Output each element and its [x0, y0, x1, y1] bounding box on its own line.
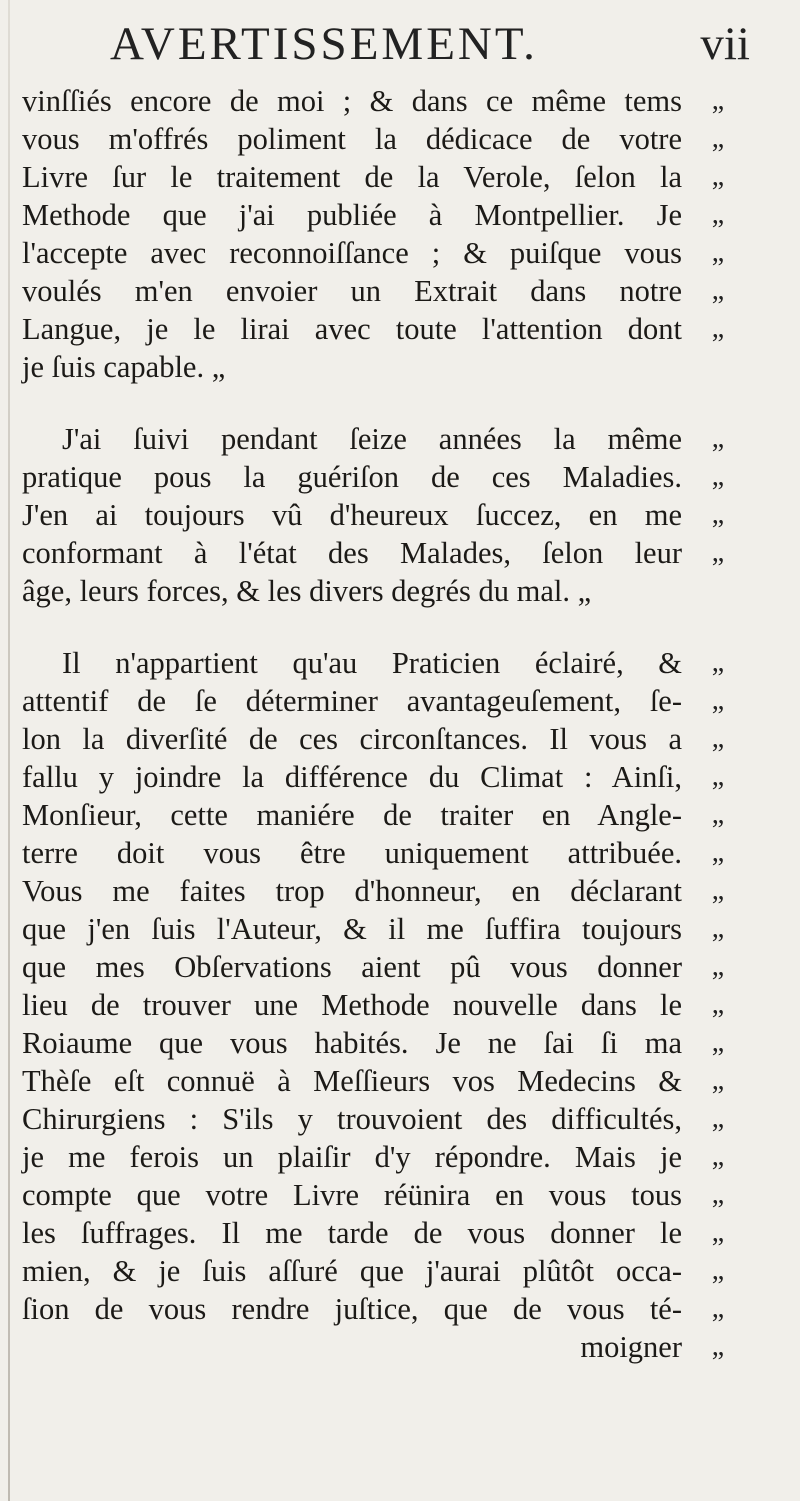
text-line: je me ferois un plaiſir d'y répondre. Mais je [22, 1140, 682, 1174]
text-line: attentif de ſe déterminer avantageuſement, ſe- [22, 684, 682, 718]
text-line: Langue, je le lirai avec toute l'attention dont [22, 312, 682, 346]
text-line: terre doit vous être uniquement attribuée. [22, 836, 682, 870]
quote-mark: „ [711, 685, 725, 716]
quote-mark: „ [711, 461, 725, 492]
quote-mark: „ [711, 85, 725, 116]
quote-mark: „ [711, 423, 725, 454]
text-line: ſion de vous rendre juſtice, que de vous té- [22, 1292, 682, 1326]
text-line: âge, leurs forces, & les divers degrés du mal. „ [22, 574, 592, 608]
quote-mark: „ [711, 1293, 725, 1324]
quote-mark: „ [711, 1027, 725, 1058]
catchword: moigner [580, 1330, 682, 1364]
text-line: Monſieur, cette maniére de traiter en Angle- [22, 798, 682, 832]
quote-mark: „ [711, 1103, 725, 1134]
quote-mark: „ [711, 313, 725, 344]
quote-mark: „ [711, 123, 725, 154]
quote-mark: „ [711, 761, 725, 792]
text-line: lieu de trouver une Methode nouvelle dans le [22, 988, 682, 1022]
text-line: mien, & je ſuis aſſuré que j'aurai plûtôt occa- [22, 1254, 682, 1288]
text-line: J'en ai toujours vû d'heureux ſuccez, en me [22, 498, 682, 532]
quote-mark: „ [711, 1331, 725, 1362]
quote-mark: „ [711, 1217, 725, 1248]
text-line: que mes Obſervations aient pû vous donner [22, 950, 682, 984]
text-line: compte que votre Livre réünira en vous tous [22, 1178, 682, 1212]
gutter-edge [8, 0, 10, 1501]
quote-mark: „ [711, 537, 725, 568]
running-title: AVERTISSEMENT. [110, 18, 538, 70]
quote-mark: „ [711, 951, 725, 982]
text-line: Il n'appartient qu'au Praticien éclairé, & [62, 646, 682, 680]
quote-mark: „ [711, 161, 725, 192]
page-number: vii [700, 18, 750, 70]
quote-mark: „ [711, 199, 725, 230]
text-line: voulés m'en envoier un Extrait dans notre [22, 274, 682, 308]
quote-mark: „ [711, 1179, 725, 1210]
quote-mark: „ [711, 1255, 725, 1286]
text-line: J'ai ſuivi pendant ſeize années la même [62, 422, 682, 456]
text-line: je ſuis capable. „ [22, 350, 226, 384]
text-line: Livre ſur le traitement de la Verole, ſelon la [22, 160, 682, 194]
text-line: l'accepte avec reconnoiſſance ; & puiſque vous [22, 236, 682, 270]
text-line: conformant à l'état des Malades, ſelon leur [22, 536, 682, 570]
paragraph-2 [22, 420, 682, 610]
quote-mark: „ [711, 723, 725, 754]
quote-mark: „ [711, 837, 725, 868]
text-line: que j'en ſuis l'Auteur, & il me ſuffira toujours [22, 912, 682, 946]
quotation-marks-column [698, 82, 738, 1366]
quote-mark: „ [711, 237, 725, 268]
text-line: Roiaume que vous habités. Je ne ſai ſi ma [22, 1026, 682, 1060]
text-line: Thèſe eſt connuë à Meſſieurs vos Medecins & [22, 1064, 682, 1098]
paragraph-1 [22, 82, 682, 386]
text-line: Methode que j'ai publiée à Montpellier. Je [22, 198, 682, 232]
quote-mark: „ [711, 1065, 725, 1096]
quote-mark: „ [711, 275, 725, 306]
text-line: Chirurgiens : S'ils y trouvoient des difficultés, [22, 1102, 682, 1136]
quote-mark: „ [711, 647, 725, 678]
quote-mark: „ [711, 1141, 725, 1172]
quote-mark: „ [711, 875, 725, 906]
text-line: vous m'offrés poliment la dédicace de votre [22, 122, 682, 156]
text-line: les ſuffrages. Il me tarde de vous donner le [22, 1216, 682, 1250]
text-line: Vous me faites trop d'honneur, en déclarant [22, 874, 682, 908]
text-line: pratique pous la guériſon de ces Maladies. [22, 460, 682, 494]
quote-mark: „ [711, 499, 725, 530]
body-text [22, 82, 682, 1366]
text-line: lon la diverſité de ces circonſtances. Il vous a [22, 722, 682, 756]
quote-mark: „ [711, 799, 725, 830]
quote-mark: „ [711, 913, 725, 944]
paragraph-3 [22, 644, 682, 1366]
text-line: fallu y joindre la différence du Climat : Ainſi, [22, 760, 682, 794]
running-head [110, 14, 750, 74]
quote-mark: „ [711, 989, 725, 1020]
text-line: vinſſiés encore de moi ; & dans ce même tems [22, 84, 682, 118]
